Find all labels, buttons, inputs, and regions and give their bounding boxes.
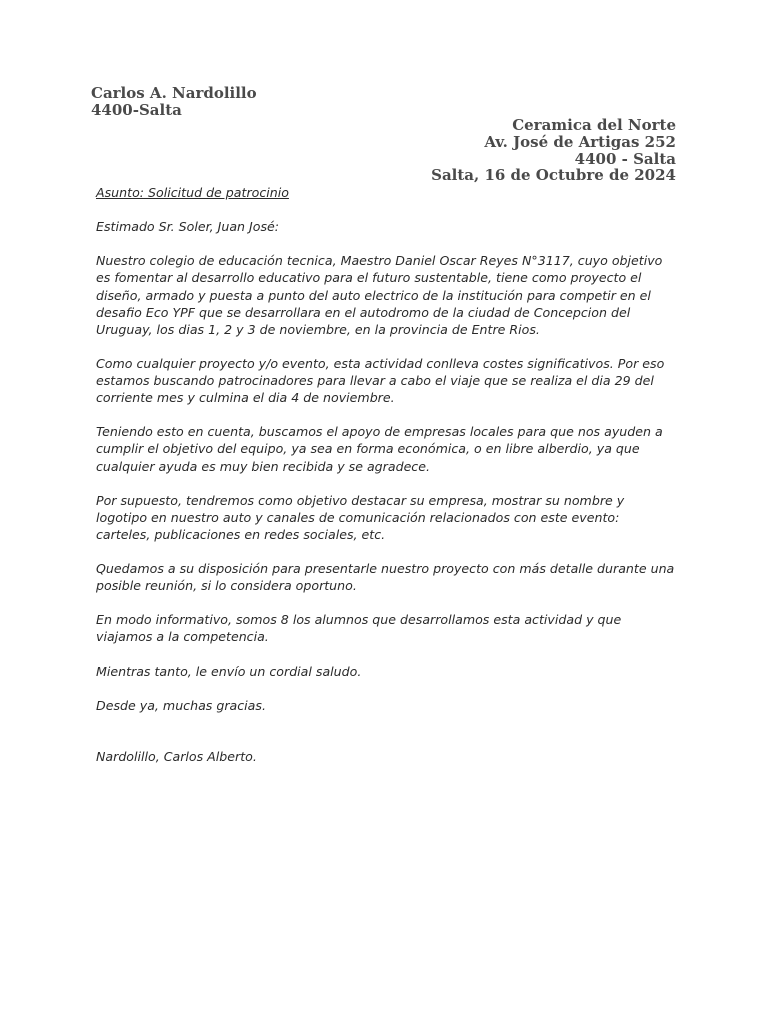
letter-paragraph: En modo informativo, somos 8 los alumnos que desarrollamos esta actividad y que viajamos a la competencia.	[96, 612, 622, 645]
recipient-company: Ceramica del Norte	[512, 116, 676, 134]
letter-signature: Nardolillo, Carlos Alberto.	[96, 748, 257, 764]
subject-text: Asunto: Solicitud de patrocinio	[96, 185, 289, 200]
sender-name: Carlos A. Nardolillo	[91, 84, 257, 102]
letter-paragraph: Quedamos a su disposición para presentarle nuestro proyecto con más detalle durante una posible reunión, si lo considera oportuno.	[96, 561, 675, 594]
recipient-address: Av. José de Artigas 252	[484, 132, 676, 151]
letter-paragraph: Teniendo esto en cuenta, buscamos el apoyo de empresas locales para que nos ayuden a cumplir el objetivo del equipo, ya sea en forma económica, o en libre alberdio, ya que cualquier ayuda es muy bien recibida y se agradece.	[96, 424, 663, 474]
letter-greeting: Estimado Sr. Soler, Juan José:	[96, 219, 280, 235]
letter-thanks: Desde ya, muchas gracias.	[96, 697, 266, 713]
letter-body	[96, 184, 676, 782]
recipient-city: 4400 - Salta	[574, 149, 676, 168]
recipient-block	[431, 117, 676, 184]
letter-paragraph: Como cualquier proyecto y/o evento, esta actividad conlleva costes significativos. Por eso estamos buscando patrocinadores para llevar a cabo el viaje que se realiza el dia 29 del corriente mes y culmina el dia 4 de noviembre.	[96, 355, 665, 406]
letter-subject	[96, 184, 676, 201]
letter-closing: Mientras tanto, le envío un cordial saludo.	[96, 663, 362, 679]
letter-date: Salta, 16 de Octubre de 2024	[431, 166, 676, 185]
sender-location: 4400-Salta	[91, 100, 182, 119]
sender-block	[91, 85, 257, 118]
letter-paragraph: Por supuesto, tendremos como objetivo destacar su empresa, mostrar su nombre y logotipo en nuestro auto y canales de comunicación relacionados con este evento: carteles, publicaciones en redes sociales, etc.	[96, 492, 625, 542]
letter-paragraph: Nuestro colegio de educación tecnica, Maestro Daniel Oscar Reyes N°3117, cuyo objetivo es fomentar al desarrollo educativo para el futuro sustentable, tiene como proyecto el diseño, armado y puesta a punto del auto electrico de la institución para competir en el desafio Eco YPF que se desarrollara en el autodromo de la ciudad de Concepcion del Uruguay, los dias 1, 2 y 3 de noviembre, en la provincia de Entre Rios.	[96, 253, 663, 337]
